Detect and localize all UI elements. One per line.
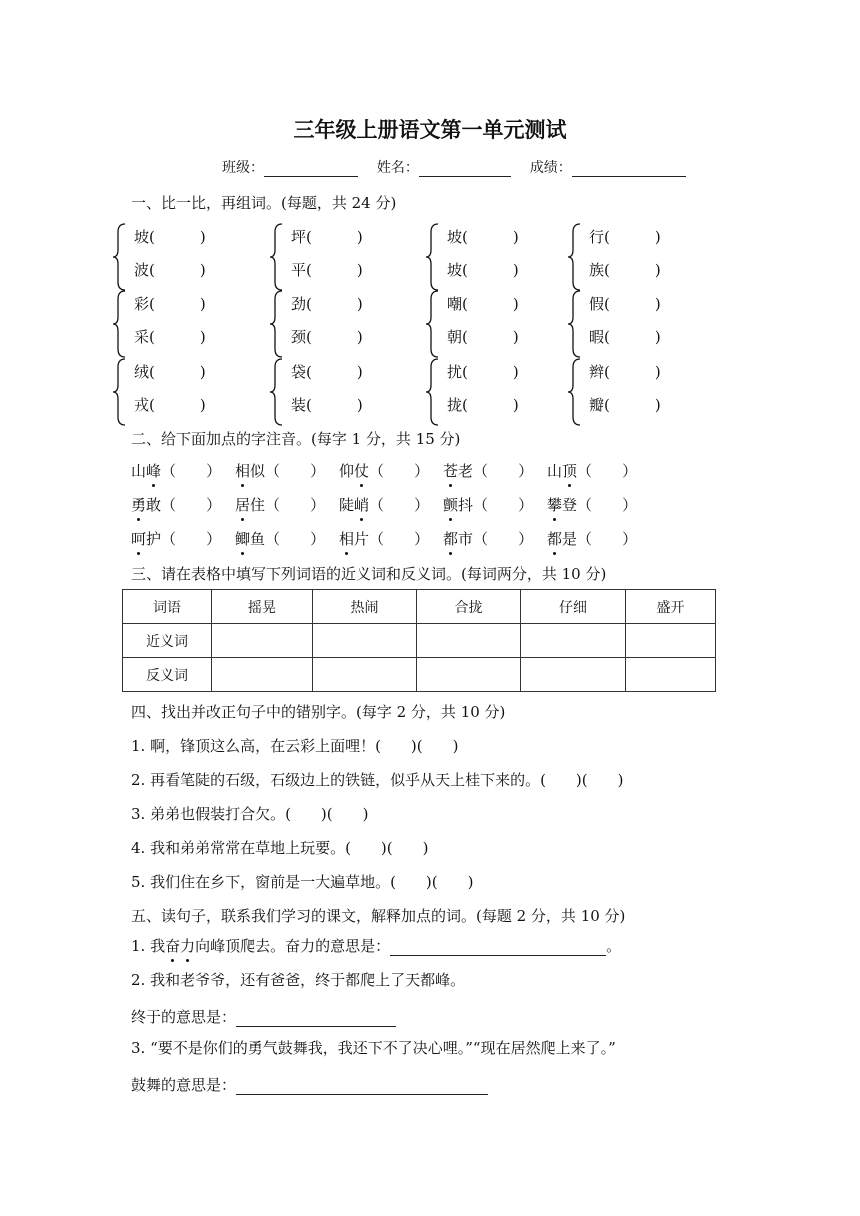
- answer-paren[interactable]: ( ): [306, 328, 363, 346]
- table-cell: 摇晃: [212, 590, 313, 624]
- name-field[interactable]: [419, 160, 511, 177]
- answer-cell[interactable]: [417, 624, 521, 658]
- answer-paren[interactable]: ( ): [604, 228, 661, 246]
- answer-paren[interactable]: ( ): [306, 228, 363, 246]
- answer-paren[interactable]: ( ): [149, 328, 206, 346]
- table-cell: 词语: [123, 590, 212, 624]
- answer-paren[interactable]: ( ): [462, 295, 519, 313]
- compare-word: 行( ): [589, 226, 664, 247]
- pinyin-item[interactable]: 山峰（ ）: [131, 462, 222, 480]
- q2-answer-label: 终于的意思是：: [131, 1008, 237, 1026]
- brace-icon: [425, 357, 439, 427]
- compare-word: 颈( ): [291, 326, 366, 347]
- answer-cell[interactable]: [626, 624, 716, 658]
- answer-paren[interactable]: ( ): [604, 295, 661, 313]
- pinyin-item[interactable]: 勇敢（ ）: [131, 496, 222, 514]
- name-label: 姓名：: [376, 160, 419, 176]
- answer-paren[interactable]: ( ): [462, 363, 519, 381]
- page-title: 三年级上册语文第一单元测试: [293, 117, 567, 142]
- pinyin-item[interactable]: 山顶（ ）: [547, 462, 638, 480]
- answer-cell[interactable]: [313, 658, 417, 692]
- answer-paren[interactable]: ( ): [149, 396, 206, 414]
- brace-icon: [425, 289, 439, 359]
- pinyin-item[interactable]: 鲫鱼（ ）: [235, 530, 326, 548]
- pinyin-item[interactable]: 仰仗（ ）: [339, 462, 430, 480]
- compare-word: 扰( ): [447, 361, 522, 382]
- answer-cell[interactable]: [521, 658, 626, 692]
- section2-heading: 二、给下面加点的字注音。(每字 1 分，共 15 分): [131, 430, 461, 448]
- student-info: [222, 157, 686, 177]
- compare-word: 装( ): [291, 394, 366, 415]
- sentence-item: 4. 我和弟弟常常在草地上玩要。( )( ): [131, 839, 429, 857]
- answer-cell[interactable]: [417, 658, 521, 692]
- brace-icon: [269, 289, 283, 359]
- answer-paren[interactable]: ( ): [604, 328, 661, 346]
- section3-heading: 三、请在表格中填写下列词语的近义词和反义词。(每词两分，共 10 分): [131, 565, 607, 583]
- brace-icon: [567, 222, 581, 292]
- answer-paren[interactable]: ( ): [306, 363, 363, 381]
- table-header-row: [123, 590, 716, 624]
- pinyin-item[interactable]: 都是（ ）: [547, 530, 638, 548]
- answer-cell[interactable]: [521, 624, 626, 658]
- answer-paren[interactable]: ( ): [306, 396, 363, 414]
- answer-paren[interactable]: ( ): [149, 261, 206, 279]
- sentence-item: 1. 啊，锋顶这么高，在云彩上面哩！( )( ): [131, 737, 459, 755]
- table-row: [123, 658, 716, 692]
- compare-word: 拢( ): [447, 394, 522, 415]
- compare-word: 朝( ): [447, 326, 522, 347]
- section1-heading: 一、比一比，再组词。(每题，共 24 分): [131, 194, 397, 212]
- table-cell: 热闹: [313, 590, 417, 624]
- brace-icon: [112, 222, 126, 292]
- question-3: 3. “要不是你们的勇气鼓舞我，我还下不了决心哩。”“现在居然爬上来了。”: [131, 1039, 616, 1057]
- compare-word: 绒( ): [134, 361, 209, 382]
- compare-word: 劲( ): [291, 293, 366, 314]
- table-cell: 仔细: [521, 590, 626, 624]
- brace-icon: [269, 357, 283, 427]
- pinyin-item[interactable]: 居住（ ）: [235, 496, 326, 514]
- compare-word: 袋( ): [291, 361, 366, 382]
- sentence-item: 2. 再看笔陡的石级，石级边上的铁链，似乎从天上桂下来的。( )( ): [131, 771, 624, 789]
- answer-paren[interactable]: ( ): [149, 295, 206, 313]
- table-row-label: 近义词: [123, 624, 212, 658]
- compare-word: 瓣( ): [589, 394, 664, 415]
- q1-answer-line[interactable]: [390, 939, 606, 956]
- compare-word: 坡( ): [447, 259, 522, 280]
- pinyin-item[interactable]: 都市（ ）: [443, 530, 534, 548]
- answer-paren[interactable]: ( ): [604, 363, 661, 381]
- compare-word: 平( ): [291, 259, 366, 280]
- score-field[interactable]: [572, 160, 686, 177]
- compare-word: 暇( ): [589, 326, 664, 347]
- compare-word: 坡( ): [447, 226, 522, 247]
- answer-paren[interactable]: ( ): [604, 261, 661, 279]
- compare-word: 波( ): [134, 259, 209, 280]
- q1-text: 1. 我: [131, 937, 166, 955]
- answer-cell[interactable]: [626, 658, 716, 692]
- answer-cell[interactable]: [212, 624, 313, 658]
- pinyin-item[interactable]: 颤抖（ ）: [443, 496, 534, 514]
- class-label: 班级：: [222, 160, 264, 176]
- pinyin-row: [131, 494, 651, 515]
- brace-icon: [567, 289, 581, 359]
- table-row-label: 反义词: [123, 658, 212, 692]
- q1-dotted-char: 力: [180, 937, 196, 955]
- synonym-antonym-table: [122, 589, 716, 692]
- compare-word: 彩( ): [134, 293, 209, 314]
- table-row: [123, 624, 716, 658]
- answer-paren[interactable]: ( ): [306, 295, 363, 313]
- question-1: [131, 935, 621, 956]
- pinyin-item[interactable]: 呵护（ ）: [131, 530, 222, 548]
- brace-icon: [425, 222, 439, 292]
- q1-text: 向峰顶爬去。奋力的意思是：: [195, 937, 391, 955]
- brace-icon: [112, 289, 126, 359]
- question-2: 2. 我和老爷爷，还有爸爸，终于都爬上了天都峰。: [131, 971, 466, 989]
- compare-word: 假( ): [589, 293, 664, 314]
- section5-heading: 五、读句子，联系我们学习的课文，解释加点的词。(每题 2 分，共 10 分): [131, 907, 626, 925]
- answer-cell[interactable]: [212, 658, 313, 692]
- section4-heading: 四、找出并改正句子中的错别字。(每字 2 分，共 10 分): [131, 703, 506, 721]
- answer-paren[interactable]: ( ): [462, 328, 519, 346]
- brace-icon: [269, 222, 283, 292]
- question-3-answer: [131, 1074, 488, 1095]
- compare-word: 坪( ): [291, 226, 366, 247]
- class-field[interactable]: [264, 160, 358, 177]
- sentence-item: 5. 我们住在乡下，窗前是一大遍草地。( )( ): [131, 873, 474, 891]
- compare-word: 辫( ): [589, 361, 664, 382]
- compare-word: 采( ): [134, 326, 209, 347]
- compare-word: 戎( ): [134, 394, 209, 415]
- q1-dotted-char: 奋: [165, 937, 181, 955]
- q3-answer-line[interactable]: [236, 1078, 488, 1095]
- pinyin-row: [131, 460, 651, 481]
- pinyin-item[interactable]: 陡峭（ ）: [339, 496, 430, 514]
- table-cell: 合拢: [417, 590, 521, 624]
- answer-paren[interactable]: ( ): [462, 228, 519, 246]
- compare-word: 族( ): [589, 259, 664, 280]
- table-cell: 盛开: [626, 590, 716, 624]
- compare-word: 坡( ): [134, 226, 209, 247]
- answer-paren[interactable]: ( ): [604, 396, 661, 414]
- pinyin-item[interactable]: 苍老（ ）: [443, 462, 534, 480]
- pinyin-row: [131, 528, 651, 549]
- pinyin-item[interactable]: 攀登（ ）: [547, 496, 638, 514]
- q2-answer-line[interactable]: [236, 1010, 396, 1027]
- sentence-item: 3. 弟弟也假装打合欠。( )( ): [131, 805, 369, 823]
- score-label: 成绩：: [529, 160, 572, 176]
- q3-answer-label: 鼓舞的意思是：: [131, 1076, 237, 1094]
- answer-paren[interactable]: ( ): [306, 261, 363, 279]
- compare-word: 嘲( ): [447, 293, 522, 314]
- answer-paren[interactable]: ( ): [149, 228, 206, 246]
- answer-paren[interactable]: ( ): [149, 363, 206, 381]
- answer-paren[interactable]: ( ): [462, 396, 519, 414]
- pinyin-item[interactable]: 相片（ ）: [339, 530, 430, 548]
- q1-end: 。: [606, 937, 622, 955]
- answer-cell[interactable]: [313, 624, 417, 658]
- answer-paren[interactable]: ( ): [462, 261, 519, 279]
- brace-icon: [112, 357, 126, 427]
- pinyin-item[interactable]: 相似（ ）: [235, 462, 326, 480]
- question-2-answer: [131, 1006, 396, 1027]
- brace-icon: [567, 357, 581, 427]
